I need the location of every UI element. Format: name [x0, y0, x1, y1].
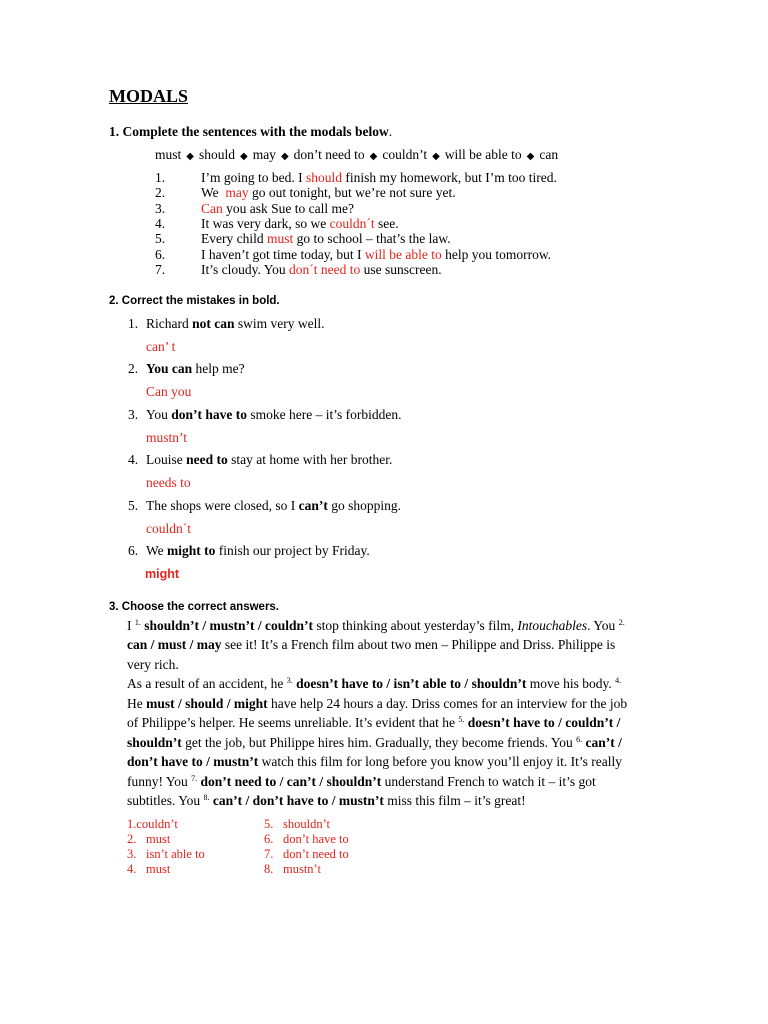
diamond-separator-icon: ◆ — [526, 151, 535, 162]
question-number: 3. — [286, 676, 293, 686]
answer-key-text: must — [146, 832, 171, 846]
paragraph-text: . You — [587, 618, 619, 633]
correction-answer: needs to — [146, 475, 191, 491]
mistake-phrase: can’t — [298, 497, 328, 513]
sentence-text-before: It was very dark, so we — [201, 216, 330, 232]
answer-key-text: shouldn’t — [283, 817, 330, 831]
choice-options: shouldn’t / mustn’t / couldn’t — [140, 618, 314, 633]
answer-key-text: must — [146, 862, 171, 876]
paragraph-text: funny! You — [127, 773, 192, 789]
paragraph-line — [127, 676, 621, 694]
answer-key-number: 2. — [127, 832, 137, 846]
answer-key-item — [127, 861, 170, 877]
item-number: 3. — [128, 406, 139, 422]
modal-word-bank — [155, 147, 558, 165]
answer-key-item — [264, 816, 330, 832]
diamond-separator-icon: ◆ — [369, 151, 378, 162]
question-number: 8. — [203, 793, 210, 803]
modal-word: couldn’t — [382, 147, 428, 162]
answer-key-item — [264, 831, 349, 847]
modal-word: may — [252, 147, 276, 162]
answer-key-item — [127, 831, 170, 847]
film-title: Intouchables — [517, 618, 588, 633]
item-number: 7. — [155, 262, 166, 278]
item-number: 5. — [128, 497, 139, 513]
diamond-separator-icon: ◆ — [239, 151, 248, 162]
sentence-text-before: I’m going to bed. I — [201, 170, 306, 185]
sentence-text-before: It’s cloudy. You — [201, 262, 290, 278]
question-number: 5. — [458, 715, 465, 725]
sentence-text-after: use sunscreen. — [360, 262, 442, 278]
sentence-text-after: go shopping. — [327, 497, 401, 513]
answer-key-text: couldn’t — [136, 817, 178, 831]
paragraph-text: see it! It’s a French film about two men – Philippe and Driss. Philippe is — [221, 637, 616, 653]
mistake-phrase: need to — [186, 452, 228, 468]
paragraph-text: stop thinking about yesterday’s film, — [313, 618, 518, 633]
item-number: 4. — [155, 216, 166, 232]
paragraph-text: I — [127, 618, 135, 633]
correction-answer: couldn´t — [146, 520, 191, 536]
paragraph-text: miss this film – it’s great! — [383, 793, 526, 809]
page-title: MODALS — [109, 86, 189, 106]
question-number: 7. — [191, 773, 198, 783]
item-number: 2. — [155, 185, 166, 201]
mistake-phrase: might to — [167, 543, 216, 558]
answer-key-item — [127, 816, 178, 832]
paragraph-text: As a result of an accident, he — [127, 676, 287, 692]
sentence-text-after: finish my homework, but I’m too tired. — [342, 170, 557, 185]
sentence-text-before: Richard — [146, 316, 193, 331]
sentence-text-before: We — [146, 543, 168, 558]
item-number: 4. — [128, 452, 139, 468]
paragraph-text: understand French to watch it – it’s got — [381, 773, 596, 789]
paragraph-line — [127, 696, 627, 712]
modal-word: can — [539, 147, 559, 162]
mistake-item — [128, 361, 245, 377]
paragraph-line — [127, 637, 615, 653]
mistake-phrase: don’t have to — [171, 406, 248, 422]
choice-options: don’t need to / can’t / shouldn’t — [197, 773, 382, 789]
mistake-item — [128, 498, 401, 514]
paragraph-text: watch this film for long before you know you’ll enjoy it. It’s really — [258, 754, 622, 770]
sentence-text-after: see. — [374, 216, 399, 232]
item-number: 1. — [155, 170, 166, 185]
choice-options: can’t / don’t have to / mustn’t — [209, 793, 384, 809]
sentence-item — [155, 216, 399, 232]
choice-options: can’t / — [582, 734, 622, 750]
answer-key-number: 4. — [127, 862, 137, 876]
answer-key-item — [264, 861, 321, 877]
sentence-item — [155, 185, 456, 201]
sentence-text-before: I haven’t got time today, but I — [201, 246, 365, 262]
section-1-heading-text: 1. Complete the sentences with the modals below — [109, 124, 389, 139]
paragraph-text: of Philippe’s helper. He seems unreliable. It’s evident that he — [127, 715, 459, 731]
answer-key-number: 6. — [264, 832, 274, 846]
section-3-heading: 3. Choose the correct answers. — [109, 601, 280, 613]
choice-options: doesn’t have to / couldn’t / — [464, 715, 621, 731]
answer-modal: couldn´t — [329, 216, 375, 232]
answer-key-item — [264, 846, 349, 862]
sentence-text-after: finish our project by Friday. — [215, 543, 370, 558]
paragraph-text: move his body. — [526, 676, 616, 692]
paragraph-text: have help 24 hours a day. Driss comes for an interview for the job — [267, 695, 628, 711]
paragraph-line — [127, 754, 622, 770]
sentence-text-after: you ask Sue to call me? — [222, 200, 354, 216]
mistake-item — [128, 316, 325, 332]
paragraph-line — [127, 774, 596, 792]
diamond-separator-icon: ◆ — [186, 151, 194, 162]
sentence-text-before: You — [146, 406, 172, 422]
sentence-text-before: We — [201, 185, 226, 201]
modal-word: should — [198, 147, 235, 162]
answer-key-number: 5. — [264, 817, 274, 831]
item-number: 2. — [128, 361, 139, 377]
diamond-separator-icon: ◆ — [432, 151, 440, 162]
answer-modal: Can — [201, 200, 223, 216]
choice-options: can / must / may — [127, 637, 222, 653]
answer-key-number: 8. — [264, 862, 274, 876]
sentence-text-after: stay at home with her brother. — [227, 452, 393, 468]
paragraph-line — [127, 657, 179, 673]
choice-options: don’t have to / mustn’t — [127, 754, 259, 770]
answer-key-number: 7. — [264, 847, 274, 861]
sentence-item — [155, 262, 442, 278]
answer-key-number: 1. — [127, 817, 137, 831]
mistake-item — [128, 407, 402, 423]
answer-key-text: mustn’t — [283, 862, 321, 876]
answer-modal: don´t need to — [289, 262, 361, 278]
answer-modal: may — [225, 185, 249, 201]
question-number: 4. — [615, 676, 622, 686]
sentence-text-after: swim very well. — [234, 316, 325, 331]
item-number: 5. — [155, 231, 166, 247]
mistake-item — [128, 543, 370, 559]
item-number: 6. — [155, 246, 166, 262]
modal-word: must — [155, 147, 182, 162]
paragraph-line — [127, 793, 526, 811]
paragraph-text: subtitles. You — [127, 793, 204, 809]
modal-word: will be able to — [444, 147, 522, 162]
choice-options: must / should / might — [146, 695, 268, 711]
mistake-item — [128, 452, 392, 468]
section-2-heading: 2. Correct the mistakes in bold. — [109, 295, 280, 307]
sentence-text-after: help you tomorrow. — [441, 246, 552, 262]
answer-key-item — [127, 846, 205, 862]
sentence-item — [155, 170, 557, 186]
answer-key-number: 3. — [127, 847, 137, 861]
sentence-item — [155, 201, 354, 217]
section-1-heading — [109, 124, 392, 140]
diamond-separator-icon: ◆ — [280, 151, 289, 162]
paragraph-line — [127, 618, 625, 636]
sentence-text-before: Every child — [201, 231, 267, 247]
paragraph-text: get the job, but Philippe hires him. Gradually, they become friends. You — [181, 734, 577, 750]
section-1-heading-period: . — [388, 124, 393, 139]
mistake-phrase: not can — [192, 316, 235, 331]
sentence-text-before: Louise — [146, 452, 187, 468]
sentence-text-after: go to school – that’s the law. — [293, 231, 451, 247]
choice-options: doesn’t have to / isn’t able to / shouldn’t — [292, 676, 527, 692]
item-number: 3. — [155, 200, 166, 216]
answer-modal: should — [305, 170, 342, 185]
paragraph-line — [127, 715, 620, 733]
sentence-text-after: smoke here – it’s forbidden. — [247, 406, 402, 422]
sentence-item — [155, 247, 551, 263]
sentence-text-after: help me? — [192, 361, 245, 377]
correction-answer: mustn’t — [146, 429, 188, 445]
item-number: 1. — [128, 316, 139, 331]
sentence-item — [155, 231, 451, 247]
sentence-text-after: go out tonight, but we’re not sure yet. — [248, 185, 456, 201]
choice-options: shouldn’t — [127, 734, 182, 750]
correction-answer: Can you — [146, 384, 192, 400]
question-number: 6. — [576, 734, 583, 744]
sentence-text-before: The shops were closed, so I — [146, 497, 299, 513]
modal-word: don’t need to — [293, 147, 365, 162]
correction-answer: can’ t — [146, 339, 176, 354]
answer-key-text: don’t have to — [283, 832, 349, 846]
item-number: 6. — [128, 543, 139, 558]
answer-modal: will be able to — [364, 246, 442, 262]
answer-key-text: don’t need to — [283, 847, 349, 861]
correction-answer: might — [145, 567, 180, 581]
question-number: 1. — [134, 618, 141, 627]
answer-key-text: isn’t able to — [146, 847, 205, 861]
question-number: 2. — [618, 618, 625, 627]
paragraph-text: He — [127, 695, 147, 711]
paragraph-text: very rich. — [127, 656, 179, 672]
mistake-phrase: You can — [146, 361, 193, 377]
answer-modal: must — [266, 231, 294, 247]
paragraph-line — [127, 735, 622, 753]
